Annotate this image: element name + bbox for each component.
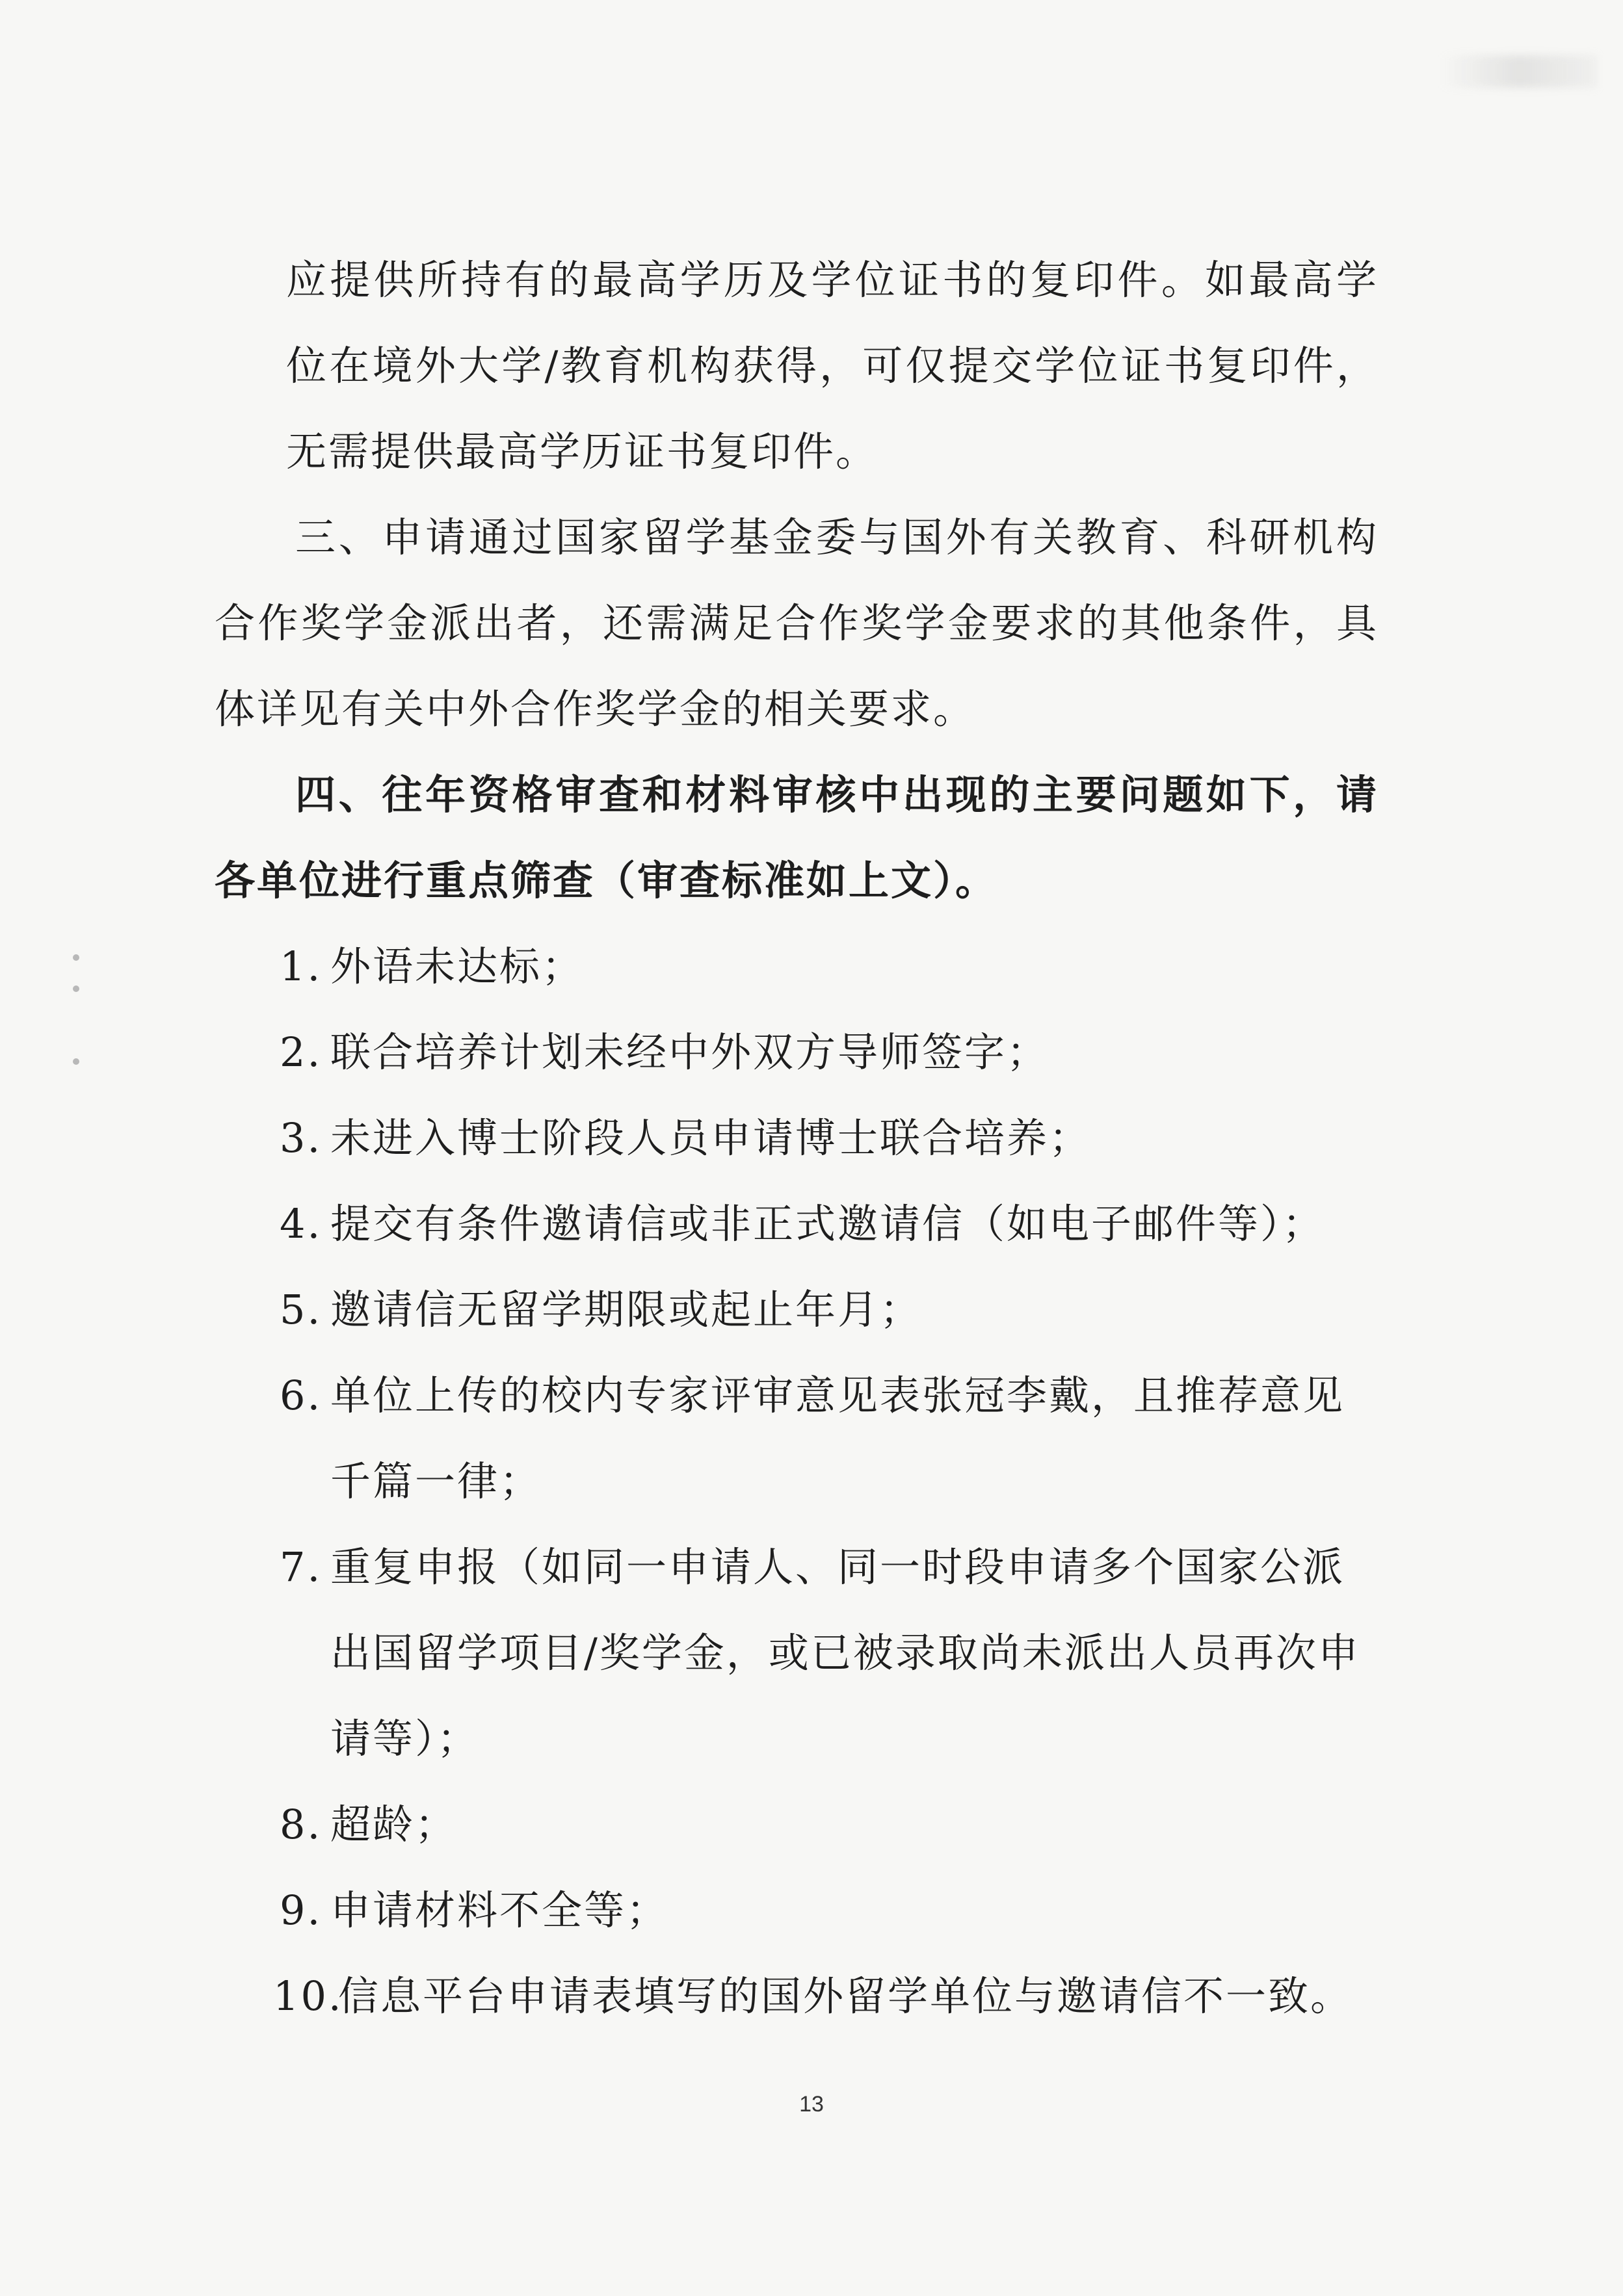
list-item	[215, 1953, 1379, 2039]
list-item-number: 4.	[280, 1200, 323, 1247]
list-item	[215, 1181, 1379, 1267]
list-item-number: 8.	[280, 1801, 323, 1848]
list-item	[215, 1095, 1379, 1181]
list-item-text: 申请材料不全等；	[330, 1886, 669, 1934]
scan-artifact	[1441, 55, 1597, 88]
document-body	[215, 237, 1379, 2039]
list-item	[215, 1267, 1379, 1353]
list-item-number: 2.	[280, 1028, 323, 1076]
list-item-text: 提交有条件邀请信或非正式邀请信（如电子邮件等）；	[330, 1200, 1325, 1247]
list-item	[215, 1782, 1379, 1868]
list-item-number: 5.	[280, 1286, 323, 1333]
list-item-number: 7.	[280, 1543, 323, 1591]
scan-dot	[73, 985, 79, 992]
paragraph-cooperation-scholarship: 三、申请通过国家留学基金委与国外有关教育、科研机构合作奖学金派出者，还需满足合作奖学金要求的其他条件，具体详见有关中外合作奖学金的相关要求。	[215, 514, 1379, 733]
list-item-text: 信息平台申请表填写的国外留学单位与邀请信不一致。	[338, 1972, 1353, 2020]
list-item	[215, 924, 1379, 1010]
issues-list	[215, 924, 1379, 2039]
list-item-text: 外语未达标；	[330, 943, 585, 990]
list-item-text: 超龄；	[330, 1801, 458, 1848]
list-item-text: 未进入博士阶段人员申请博士联合培养；	[330, 1114, 1092, 1162]
list-item	[215, 1524, 1379, 1782]
list-item-number: 1.	[280, 943, 323, 990]
list-item-number: 9.	[280, 1886, 323, 1934]
list-item	[215, 1868, 1379, 1953]
list-item	[215, 1353, 1379, 1524]
scan-dot	[73, 1058, 79, 1065]
list-item-number: 3.	[280, 1114, 323, 1162]
list-item-text: 重复申报（如同一申请人、同一时段申请多个国家公派出国留学项目/奖学金，或已被录取尚未派出人员再次申请等）；	[330, 1543, 1360, 1762]
scan-dot	[73, 954, 79, 961]
list-item-text: 联合培养计划未经中外双方导师签字；	[330, 1028, 1049, 1076]
paragraph-main-issues: 四、往年资格审查和材料审核中出现的主要问题如下，请各单位进行重点筛查（审查标准如上文）。	[215, 771, 1379, 904]
paragraph-degree-certificate: 应提供所持有的最高学历及学位证书的复印件。如最高学位在境外大学/教育机构获得，可仅提交学位证书复印件，无需提供最高学历证书复印件。	[286, 256, 1379, 475]
list-item	[215, 1010, 1379, 1095]
list-item-number: 6.	[280, 1372, 323, 1419]
list-item-text: 单位上传的校内专家评审意见表张冠李戴，且推荐意见千篇一律；	[330, 1372, 1345, 1505]
page-number: 13	[799, 2092, 824, 2117]
list-item-text: 邀请信无留学期限或起止年月；	[330, 1286, 923, 1333]
list-item-number: 10.	[273, 1972, 343, 2020]
